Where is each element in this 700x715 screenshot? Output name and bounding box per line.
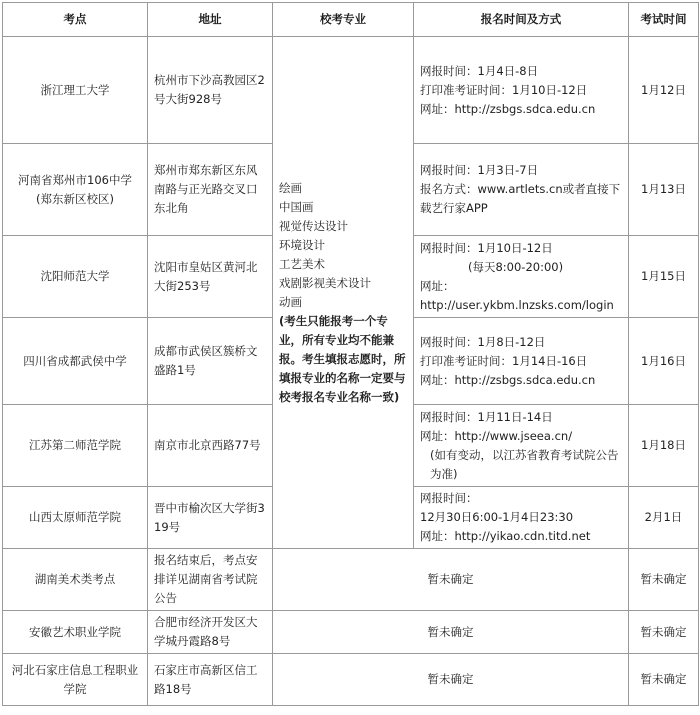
registration-line: 网报时间：1月8日-12日 — [420, 334, 546, 349]
venue-cell: 山西太原师范学院 — [3, 487, 148, 549]
registration-cell — [273, 549, 629, 611]
majors-cell — [273, 37, 414, 549]
exam-time-cell: 1月16日 — [629, 318, 699, 405]
registration-cell — [273, 611, 629, 654]
registration-cell — [273, 654, 629, 706]
table-row — [3, 654, 699, 706]
table-row — [3, 37, 699, 144]
address-cell: 南京市北京西路77号 — [148, 405, 273, 487]
exam-time-cell: 暂未确定 — [629, 549, 699, 611]
registration-line: 网址：http://www.jseea.cn/ — [420, 428, 573, 443]
registration-line: 暂未确定 — [427, 672, 474, 686]
major-item: 工艺美术 — [279, 256, 325, 271]
registration-line: 网报时间：1月4日-8日 — [420, 63, 539, 78]
registration-line: 网址： — [420, 278, 455, 293]
header-row — [3, 3, 699, 37]
venue-cell: 湖南美术类考点 — [3, 549, 148, 611]
registration-line: 网报时间：1月10日-12日 — [420, 240, 553, 255]
header-exam-time: 考试时间 — [629, 3, 699, 37]
venue-cell: 江苏第二师范学院 — [3, 405, 148, 487]
header-venue: 考点 — [3, 3, 148, 37]
exam-time-cell: 暂未确定 — [629, 611, 699, 654]
registration-cell — [414, 236, 629, 318]
exam-time-cell: 暂未确定 — [629, 654, 699, 706]
registration-line: 暂未确定 — [427, 572, 474, 586]
exam-time-cell: 1月13日 — [629, 144, 699, 236]
registration-cell — [414, 405, 629, 487]
major-item: 戏剧影视美术设计 — [279, 275, 371, 290]
address-cell: 杭州市下沙高教园区2号大街928号 — [148, 37, 273, 144]
table-row — [3, 549, 699, 611]
registration-line: 报名方式：www.artlets.cn或者直接下载艺行家APP — [420, 182, 621, 215]
venue-cell: 浙江理工大学 — [3, 37, 148, 144]
major-item: 绘画 — [279, 180, 302, 195]
registration-cell — [414, 318, 629, 405]
header-majors: 校考专业 — [273, 3, 414, 37]
registration-line: 打印准考证时间：1月14日-16日 — [420, 353, 588, 368]
registration-cell — [414, 487, 629, 549]
address-cell: 合肥市经济开发区大学城丹霞路8号 — [148, 611, 273, 654]
address-cell: 沈阳市皇姑区黄河北大街253号 — [148, 236, 273, 318]
registration-cell — [414, 144, 629, 236]
address-cell: 晋中市榆次区大学街319号 — [148, 487, 273, 549]
address-cell: 石家庄市高新区信工路18号 — [148, 654, 273, 706]
registration-line: 网报时间：1月11日-14日 — [420, 409, 553, 424]
major-item: 视觉传达设计 — [279, 218, 348, 233]
registration-line: 打印准考证时间：1月10日-12日 — [420, 82, 588, 97]
registration-line: 暂未确定 — [427, 624, 474, 639]
venue-cell: 河南省郑州市106中学 (郑东新区校区) — [3, 144, 148, 236]
exam-schedule-table — [2, 2, 699, 706]
registration-line: 网址：http://yikao.cdn.titd.net — [420, 529, 591, 543]
exam-time-cell: 1月15日 — [629, 236, 699, 318]
address-cell: 郑州市郑东新区东风南路与正光路交叉口东北角 — [148, 144, 273, 236]
major-item: 动画 — [279, 294, 302, 309]
registration-line: 网报时间：1月3日-7日 — [420, 163, 539, 177]
venue-cell: 沈阳师范大学 — [3, 236, 148, 318]
major-item: 环境设计 — [279, 237, 325, 252]
major-item: 中国画 — [279, 199, 314, 214]
registration-line: 网址：http://zsbgs.sdca.edu.cn — [420, 372, 596, 387]
header-address: 地址 — [148, 3, 273, 37]
address-cell: 报名结束后，考点安排详见湖南省考试院公告 — [148, 549, 273, 611]
exam-time-cell: 1月18日 — [629, 405, 699, 487]
registration-line: (每天8:00-20:00) — [468, 259, 564, 274]
header-registration: 报名时间及方式 — [414, 3, 629, 37]
exam-time-cell: 1月12日 — [629, 37, 699, 144]
registration-line: 12月30日6:00-1月4日23:30 — [420, 510, 574, 524]
venue-cell: 四川省成都武侯中学 — [3, 318, 148, 405]
venue-cell: 安徽艺术职业学院 — [3, 611, 148, 654]
registration-cell — [414, 37, 629, 144]
registration-line: 网报时间： — [420, 491, 478, 505]
registration-line: (如有变动，以江苏省教育考试院公告为准) — [430, 447, 619, 481]
majors-notice: (考生只能报考一个专业，所有专业均不能兼报。考生填报志愿时，所填报专业的名称一定要与校考报名专业名称一致) — [279, 313, 406, 404]
registration-line: 网址：http://zsbgs.sdca.edu.cn — [420, 101, 596, 116]
address-cell: 成都市武侯区簇桥文盛路1号 — [148, 318, 273, 405]
table-row — [3, 611, 699, 654]
exam-time-cell: 2月1日 — [629, 487, 699, 549]
registration-line: http://user.ykbm.lnzsks.com/login — [420, 297, 614, 312]
venue-cell: 河北石家庄信息工程职业学院 — [3, 654, 148, 706]
